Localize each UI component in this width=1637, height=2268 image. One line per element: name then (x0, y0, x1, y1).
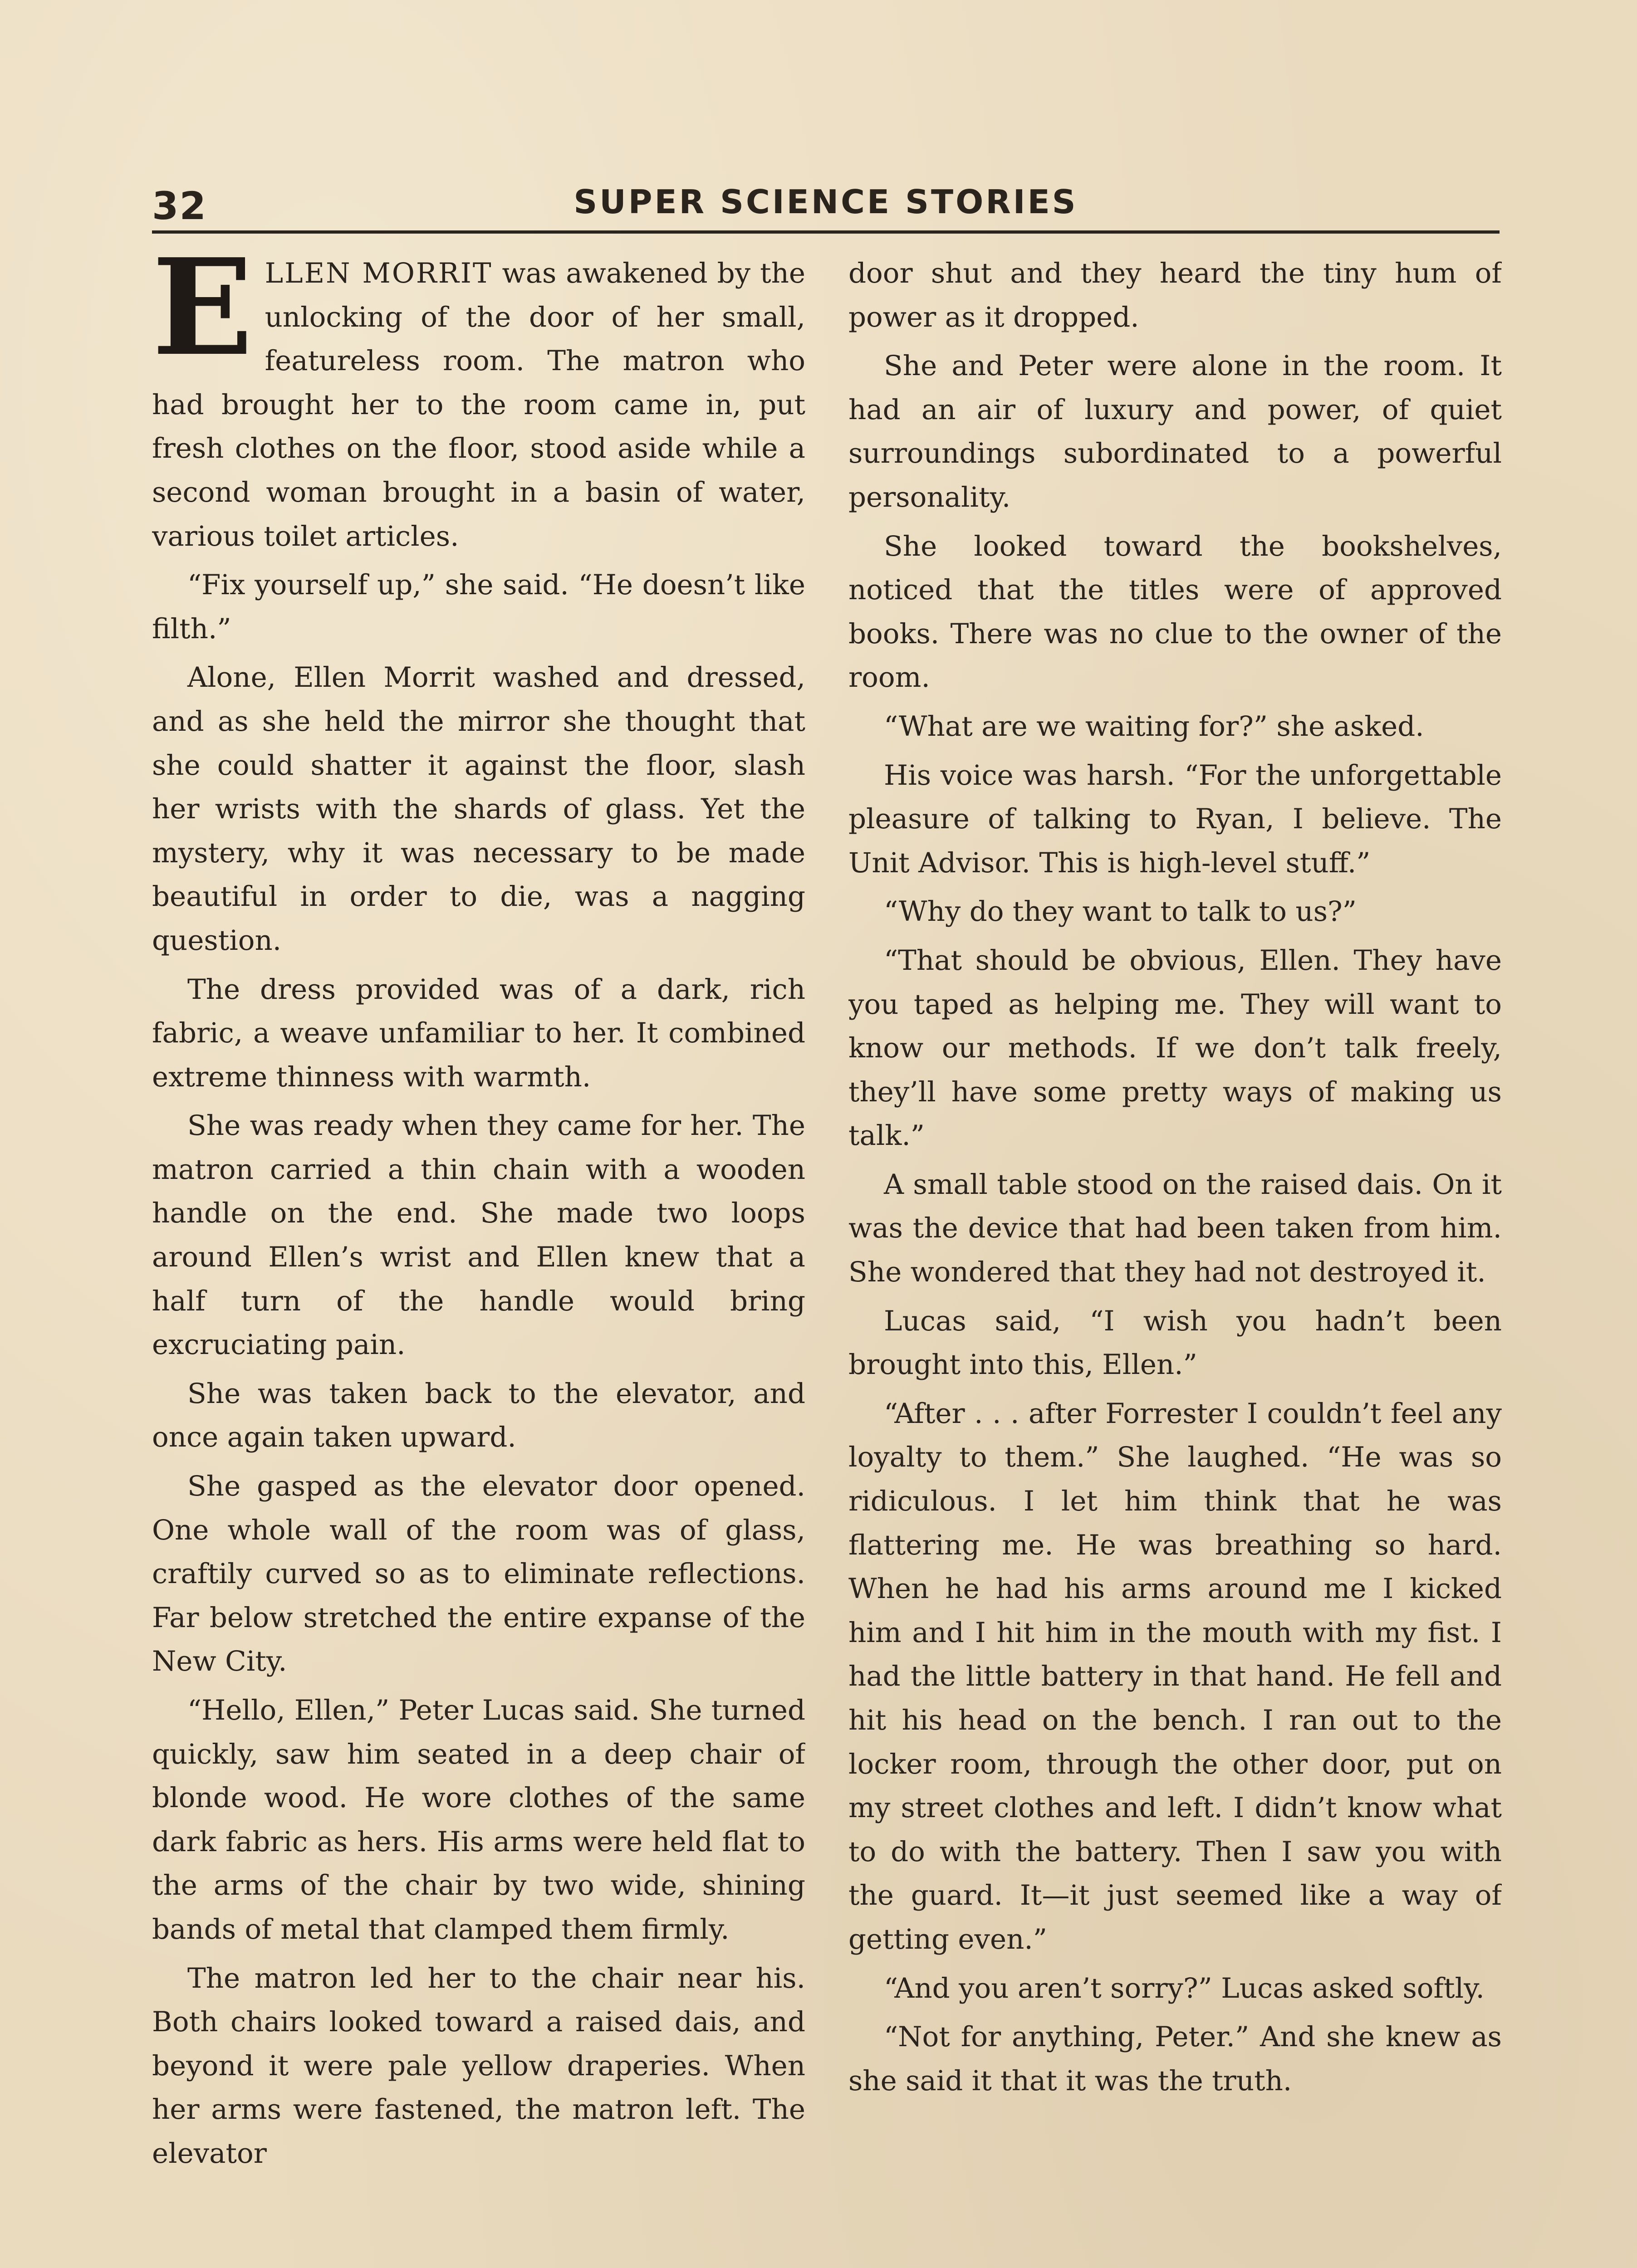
paragraph: She gasped as the elevator door opened. One whole wall of the room was of glass, craftily curved so as to eliminate reflections. Far below stretched the entire expanse of the New City. (152, 1470, 805, 1678)
drop-cap: E (152, 252, 253, 385)
paragraph: “And you aren’t sorry?” Lucas asked softly. (884, 1972, 1485, 2004)
paragraph: “After . . . after Forrester I couldn’t feel any loyalty to them.” She laughed. “He was so ridiculous. I let him think that he was flattering me. He was breathing so hard. When he had his arms around me I kicked him and I hit him in the mouth with my fist. I had the little battery in that hand. He fell and hit his head on the bench. I ran out to the locker room, through the other door, put on my street clothes and left. I didn’t know what to do with the battery. Then I saw you with the guard. It—it just seemed like a way of getting even.” (848, 1397, 1502, 1955)
paragraph: Alone, Ellen Morrit washed and dressed, and as she held the mirror she thought that she could shatter it against the floor, slash her wrists with the shards of glass. Yet the mystery, why it was necessary to be made beautiful in order to die, was a nagging question. (152, 661, 805, 957)
paragraph: “What are we waiting for?” she asked. (884, 710, 1424, 743)
paragraph-text: was awakened by the unlocking of the door of her small, featureless room. The matron who had brought her to the room came in, put fresh clothes on the floor, stood aside while a second woman brought in a basin of water, various toilet articles. (152, 257, 805, 552)
paragraph: Lucas said, “I wish you hadn’t been brought into this, Ellen.” (848, 1305, 1502, 1381)
paragraph: “Why do they want to talk to us?” (884, 895, 1357, 928)
paragraph: She was taken back to the elevator, and once again taken upward. (152, 1377, 805, 1454)
paragraph: A small table stood on the raised dais. On it was the device that had been taken from him. She wondered that they had not destroyed it. (848, 1168, 1502, 1289)
page-header (152, 175, 1500, 238)
paragraph: “Not for anything, Peter.” And she knew as she said it that it was the truth. (848, 2021, 1502, 2097)
opening-paragraph (152, 252, 805, 558)
paragraph: “That should be obvious, Ellen. They have you taped as helping me. They will want to know our methods. If we don’t talk freely, they’ll have some pretty ways of making us talk.” (848, 944, 1502, 1152)
paragraph: “Hello, Ellen,” Peter Lucas said. She turned quickly, saw him seated in a deep chair of blonde wood. He wore clothes of the same dark fabric as hers. His arms were held flat to the arms of the chair by two wide, shining bands of metal that clamped them firmly. (152, 1694, 805, 1945)
paragraph: The dress provided was of a dark, rich fabric, a weave unfamiliar to her. It combined extreme thinness with warmth. (152, 973, 805, 1093)
paragraph: She was ready when they came for her. The matron carried a thin chain with a wooden handle on the end. She made two loops around Ellen’s wrist and Ellen knew that a half turn of the handle would bring excruciating pain. (152, 1110, 805, 1361)
right-column (848, 252, 1502, 2268)
header-rule (152, 230, 1500, 234)
left-column (152, 252, 805, 2268)
paragraph: She looked toward the bookshelves, noticed that the titles were of approved books. There was no clue to the owner of the room. (848, 530, 1502, 694)
continued-paragraph: door shut and they heard the tiny hum of power as it dropped. (848, 257, 1502, 333)
paragraph: She and Peter were alone in the room. It had an air of luxury and power, of quiet surroundings subordinated to a powerful personality. (848, 350, 1502, 513)
lead-caps: LLEN MORRIT (265, 257, 493, 289)
paragraph: The matron led her to the chair near his. Both chairs looked toward a raised dais, and beyond it were pale yellow draperies. When her arms were fastened, the matron left. The elevator (152, 1962, 805, 2170)
paragraph: “Fix yourself up,” she said. “He doesn’t like filth.” (152, 569, 805, 645)
paragraph: His voice was harsh. “For the unforgettable pleasure of talking to Ryan, I believe. The Unit Advisor. This is high-level stuff.” (848, 759, 1502, 879)
running-title: SUPER SCIENCE STORIES (573, 183, 1078, 221)
page-number: 32 (152, 184, 207, 228)
